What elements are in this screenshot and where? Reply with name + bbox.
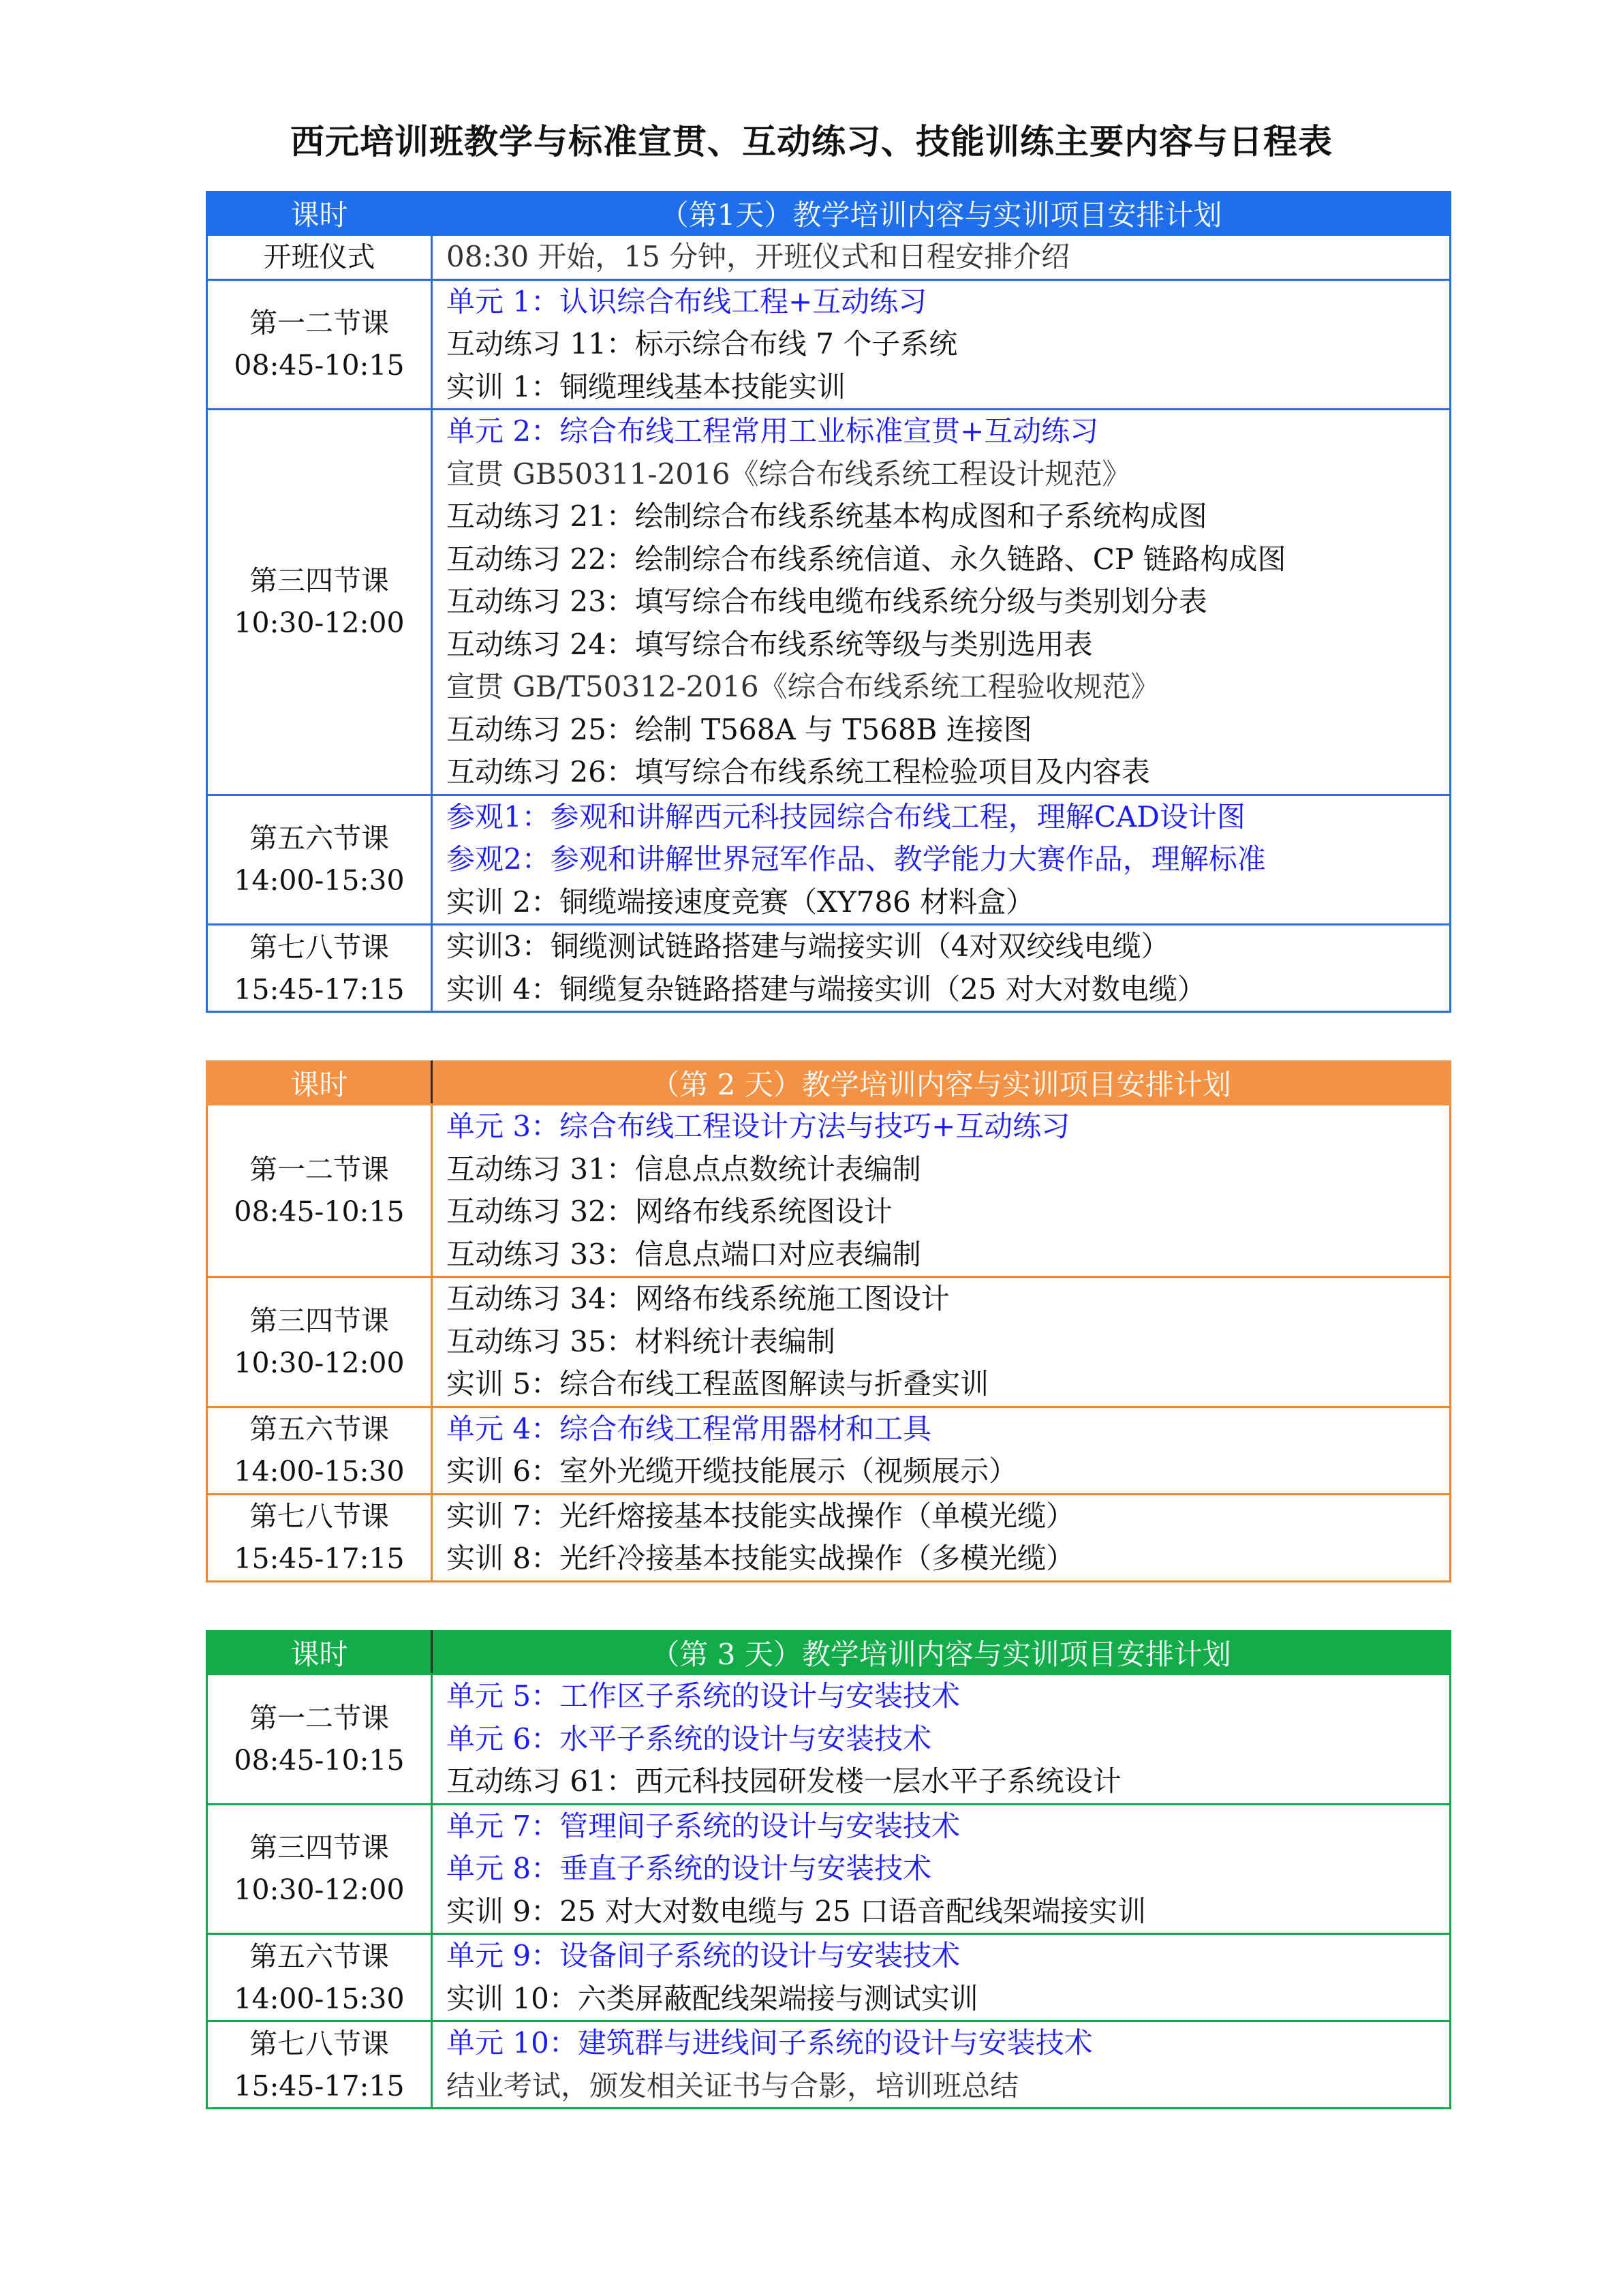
session-time-cell (207, 279, 432, 410)
table-row (207, 1407, 1451, 1494)
session-name: 第七八节课 (249, 930, 389, 964)
session-time-range: 15:45-17:15 (234, 2069, 405, 2102)
session-content-cell (432, 2021, 1451, 2109)
content-line: 互动练习 22：绘制综合布线系统信道、永久链路、CP 链路构成图 (446, 542, 1286, 576)
session-time-cell (207, 1674, 432, 1805)
content-line: 互动练习 33：信息点端口对应表编制 (446, 1237, 921, 1271)
header-time-cell: 课时 (207, 1062, 432, 1105)
day-3-schedule-table (206, 1630, 1451, 2109)
header-content-cell: （第 2 天）教学培训内容与实训项目安排计划 (432, 1062, 1451, 1105)
session-content-cell (432, 1105, 1451, 1277)
content-line: 实训 4：铜缆复杂链路搭建与端接实训（25 对大对数电缆） (446, 972, 1206, 1006)
table-row (207, 925, 1451, 1012)
table-row (207, 1494, 1451, 1581)
table-row (207, 1804, 1451, 1934)
content-line: 单元 4：综合布线工程常用器材和工具 (446, 1411, 932, 1445)
table-row (207, 1934, 1451, 2021)
table-row (207, 795, 1451, 925)
session-time-cell (207, 1804, 432, 1934)
content-line: 单元 6：水平子系统的设计与安装技术 (446, 1721, 932, 1756)
table-row (207, 279, 1451, 410)
content-line: 宣贯 GB/T50312-2016《综合布线系统工程验收规范》 (446, 670, 1160, 703)
page-title: 西元培训班教学与标准宣贯、互动练习、技能训练主要内容与日程表 (290, 122, 1333, 162)
content-line: 互动练习 11：标示综合布线 7 个子系统 (446, 327, 958, 361)
content-line: 实训 8：光纤冷接基本技能实战操作（多模光缆） (446, 1542, 1075, 1575)
session-time-cell (207, 1407, 432, 1494)
content-line: 08:30 开始，15 分钟，开班仪式和日程安排介绍 (446, 240, 1070, 273)
content-line: 互动练习 31：信息点点数统计表编制 (446, 1152, 921, 1186)
content-line: 单元 3：综合布线工程设计方法与技巧+互动练习 (446, 1109, 1070, 1143)
content-line: 单元 8：垂直子系统的设计与安装技术 (446, 1852, 932, 1885)
session-content-cell (432, 279, 1451, 410)
content-line: 互动练习 61：西元科技园研发楼一层水平子系统设计 (446, 1764, 1122, 1798)
session-name: 第三四节课 (249, 1831, 389, 1865)
content-line: 实训 9：25 对大对数电缆与 25 口语音配线架端接实训 (446, 1894, 1147, 1928)
content-line: 单元 9：设备间子系统的设计与安装技术 (446, 1939, 961, 1972)
session-name: 第七八节课 (249, 2027, 389, 2060)
session-name: 第一二节课 (249, 1701, 389, 1734)
session-name: 第一二节课 (249, 1153, 389, 1186)
session-name: 第三四节课 (249, 564, 389, 598)
content-line: 实训3：铜缆测试链路搭建与端接实训（4对双绞线电缆） (446, 930, 1170, 963)
content-line: 单元 1：认识综合布线工程+互动练习 (446, 284, 927, 318)
content-line: 互动练习 25：绘制 T568A 与 T568B 连接图 (446, 712, 1032, 746)
table-row (207, 235, 1451, 280)
session-content-cell (432, 925, 1451, 1012)
content-line: 互动练习 26：填写综合布线系统工程检验项目及内容表 (446, 755, 1150, 789)
table-row (207, 410, 1451, 795)
content-line: 互动练习 34：网络布线系统施工图设计 (446, 1282, 950, 1315)
content-line: 实训 5：综合布线工程蓝图解读与折叠实训 (446, 1367, 989, 1400)
table-row (207, 1105, 1451, 1277)
content-line: 互动练习 24：填写综合布线系统等级与类别选用表 (446, 627, 1093, 661)
session-time-range: 08:45-10:15 (234, 1743, 405, 1777)
session-name: 第五六节课 (249, 1940, 389, 1973)
content-line: 单元 2：综合布线工程常用工业标准宣贯+互动练习 (446, 414, 1099, 448)
session-content-cell (432, 410, 1451, 795)
content-line: 宣贯 GB50311-2016《综合布线系统工程设计规范》 (446, 457, 1131, 491)
session-time-cell (207, 1277, 432, 1407)
table-row (207, 1277, 1451, 1407)
content-line: 互动练习 35：材料统计表编制 (446, 1324, 835, 1358)
session-time-cell (207, 1494, 432, 1581)
session-time-range: 14:00-15:30 (234, 1982, 405, 2015)
session-name: 第三四节课 (249, 1304, 389, 1337)
table-header-row (207, 1062, 1451, 1105)
session-content-cell (432, 1277, 1451, 1407)
session-time-range: 10:30-12:00 (234, 1346, 405, 1379)
session-time-range: 08:45-10:15 (234, 1195, 405, 1228)
session-content-cell (432, 795, 1451, 925)
content-line: 实训 10：六类屏蔽配线架端接与测试实训 (446, 1981, 978, 2015)
session-name: 开班仪式 (263, 241, 375, 274)
content-line: 单元 10：建筑群与进线间子系统的设计与安装技术 (446, 2026, 1093, 2060)
session-time-cell (207, 410, 432, 795)
content-line: 实训 6：室外光缆开缆技能展示（视频展示） (446, 1454, 1018, 1488)
content-line: 实训 1：铜缆理线基本技能实训 (446, 369, 846, 403)
table-header-row (207, 1632, 1451, 1674)
table-header-row (207, 192, 1451, 235)
content-line: 实训 7：光纤熔接基本技能实战操作（单模光缆） (446, 1499, 1075, 1533)
content-line: 单元 5：工作区子系统的设计与安装技术 (446, 1679, 961, 1713)
session-content-cell (432, 1674, 1451, 1805)
content-line: 互动练习 32：网络布线系统图设计 (446, 1195, 893, 1228)
session-time-range: 10:30-12:00 (234, 1873, 405, 1907)
day-2-schedule-table (206, 1060, 1451, 1582)
session-name: 第五六节课 (249, 822, 389, 855)
header-content-cell: （第 3 天）教学培训内容与实训项目安排计划 (432, 1632, 1451, 1674)
session-time-range: 10:30-12:00 (234, 607, 405, 640)
content-line: 互动练习 23：填写综合布线电缆布线系统分级与类别划分表 (446, 585, 1207, 618)
session-content-cell (432, 1407, 1451, 1494)
session-name: 第一二节课 (249, 307, 389, 340)
session-time-range: 15:45-17:15 (234, 973, 405, 1006)
session-time-cell (207, 1934, 432, 2021)
session-time-cell (207, 795, 432, 925)
table-row (207, 2021, 1451, 2109)
session-name: 第七八节课 (249, 1500, 389, 1533)
session-content-cell (432, 235, 1451, 280)
session-time-cell (207, 235, 432, 280)
session-time-range: 15:45-17:15 (234, 1542, 405, 1575)
session-content-cell (432, 1804, 1451, 1934)
session-content-cell (432, 1494, 1451, 1581)
session-name: 第五六节课 (249, 1413, 389, 1445)
content-line: 参观1：参观和讲解西元科技园综合布线工程，理解CAD设计图 (446, 799, 1246, 833)
session-time-cell (207, 1105, 432, 1277)
content-line: 参观2：参观和讲解世界冠军作品、教学能力大赛作品，理解标准 (446, 842, 1266, 876)
session-time-range: 08:45-10:15 (234, 349, 405, 382)
content-line: 单元 7：管理间子系统的设计与安装技术 (446, 1809, 961, 1843)
session-time-cell (207, 925, 432, 1012)
content-line: 结业考试，颁发相关证书与合影，培训班总结 (446, 2068, 1019, 2102)
content-line: 实训 2：铜缆端接速度竞赛（XY786 材料盒） (446, 885, 1035, 919)
session-time-range: 14:00-15:30 (234, 1455, 405, 1488)
session-time-range: 14:00-15:30 (234, 864, 405, 898)
content-line: 互动练习 21：绘制综合布线系统基本构成图和子系统构成图 (446, 500, 1207, 533)
header-time-cell: 课时 (207, 192, 432, 235)
header-time-cell: 课时 (207, 1632, 432, 1674)
header-content-cell: （第1天）教学培训内容与实训项目安排计划 (432, 192, 1451, 235)
session-content-cell (432, 1934, 1451, 2021)
day-1-schedule-table (206, 191, 1451, 1013)
table-row (207, 1674, 1451, 1805)
session-time-cell (207, 2021, 432, 2109)
